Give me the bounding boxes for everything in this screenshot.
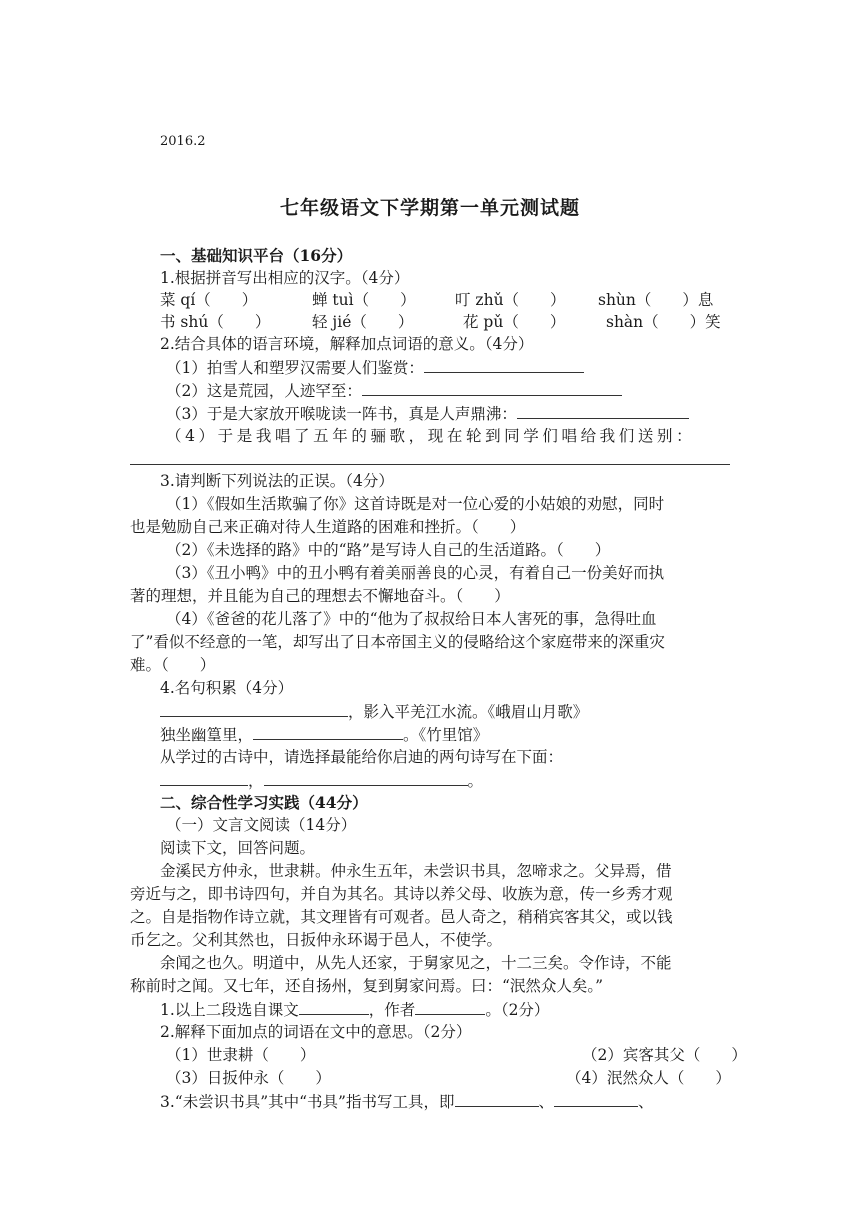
answer-blank[interactable] [517,402,689,419]
pinyin-item: 书 shú（ ） [160,313,271,331]
answer-blank[interactable] [362,379,622,396]
q4-item: 从学过的古诗中，请选择最能给你启迪的两句诗写在下面： [160,748,564,766]
pinyin-item: 叮 zhǔ（ ） [455,291,566,309]
answer-blank[interactable] [299,998,369,1015]
q-text: 2.解释下面加点的词语在文中的意思。（2分） [160,1023,472,1041]
passage-line: 金溪民方仲永，世隶耕。仲永生五年，未尝识书具，忽啼求之。父异焉，借 [160,862,672,880]
pinyin-item: shùn（ ）息 [598,291,714,309]
passage-line: 余闻之也久。明道中，从先人还家，于舅家见之，十二三矣。令作诗，不能 [160,954,672,972]
answer-blank[interactable] [415,998,485,1015]
q3-item: 难。（ ） [130,656,216,674]
q3-item: 著的理想，并且能为自己的理想去不懈地奋斗。（ ） [130,587,510,605]
q-item: （2）宾客其父（ ） [582,1046,747,1064]
q4-item: 独坐幽篁里， 。《竹里馆》 [160,723,730,746]
q1-text: 1.根据拼音写出相应的汉字。（4分） [160,269,410,287]
instruction-text: 阅读下文，回答问题。 [160,839,316,857]
q2-item: （3）于是大家放开喉咙读一阵书，真是人声鼎沸： [166,402,736,425]
answer-blank[interactable] [253,723,403,740]
pinyin-item: 轻 jié（ ） [312,313,414,331]
q3-item: （2）《未选择的路》中的“路”是写诗人自己的生活道路。（ ） [166,541,611,559]
pinyin-item: 蝉 tuì（ ） [312,291,416,309]
q3-item: （3）《丑小鸭》中的丑小鸭有着美丽善良的心灵，有着自己一份美好而执 [166,564,665,582]
section-1-heading: 一、基础知识平台（16分） [160,246,353,265]
answer-blank[interactable] [160,700,348,717]
q3-text: 3.请判断下列说法的正误。（4分） [160,472,394,490]
q3-item: （1）《假如生活欺骗了你》这首诗既是对一位心爱的小姑娘的劝慰，同时 [166,495,665,513]
q2-item: （1）拍雪人和塑罗汉需要人们鉴赏： [166,356,736,379]
q2-item: （2）这是荒园，人迹罕至： [166,379,736,402]
passage-line: 旁近与之，即书诗四句，并自为其名。其诗以养父母、收族为意，传一乡秀才观 [130,885,673,903]
q4-item: ，影入平羌江水流。《峨眉山月歌》 [160,700,730,723]
pinyin-item: shàn（ ）笑 [606,313,721,331]
q3-item: （4）《爸爸的花儿落了》中的“他为了叔叔给日本人害死的事，急得吐血 [166,610,657,628]
pinyin-item: 菜 qí（ ） [160,291,258,309]
date: 2016.2 [160,134,206,149]
page-title: 七年级语文下学期第一单元测试题 [279,197,580,219]
q3-item: 了”看似不经意的一笔，却写出了日本帝国主义的侵略给这个家庭带来的深重灾 [130,633,665,651]
answer-blank[interactable] [554,1090,638,1107]
answer-blank[interactable] [455,1090,539,1107]
passage-line: 称前时之闻。又七年，还自扬州，复到舅家问焉。曰：“泯然众人矣。” [130,977,604,995]
answer-blank[interactable] [160,769,248,786]
q2-item: （4）于是我唱了五年的骊歌，现在轮到同学们唱给我们送别： [166,427,696,445]
section-2-heading: 二、综合性学习实践（44分） [160,793,368,812]
q4-item: ， 。 [160,769,730,792]
q-item: （3）日扳仲永（ ） [166,1069,331,1087]
q3-item: 也是勉励自己来正确对待人生道路的困难和挫折。（ ） [130,518,526,536]
q-item: （1）世隶耕（ ） [166,1046,316,1064]
pinyin-item: 花 pǔ（ ） [463,313,566,331]
q-item: （4）泯然众人（ ） [566,1069,731,1087]
q-text: 3.“未尝识书具”其中“书具”指书写工具，即 、 、 [160,1090,730,1113]
passage-line: 之。自是指物作诗立就，其文理皆有可观者。邑人奇之，稍稍宾客其父，或以钱 [130,908,673,926]
answer-blank[interactable] [264,769,468,786]
q4-text: 4.名句积累（4分） [160,679,294,697]
q2-text: 2.结合具体的语言环境，解释加点词语的意义。（4分） [160,335,534,353]
answer-blank[interactable] [130,464,730,465]
answer-blank[interactable] [424,356,584,373]
subsection-heading: （一）文言文阅读（14分） [166,816,357,834]
q-text: 1.以上二段选自课文 ，作者 。（2分） [160,998,730,1021]
passage-line: 币乞之。父利其然也，日扳仲永环谒于邑人，不使学。 [130,931,503,949]
